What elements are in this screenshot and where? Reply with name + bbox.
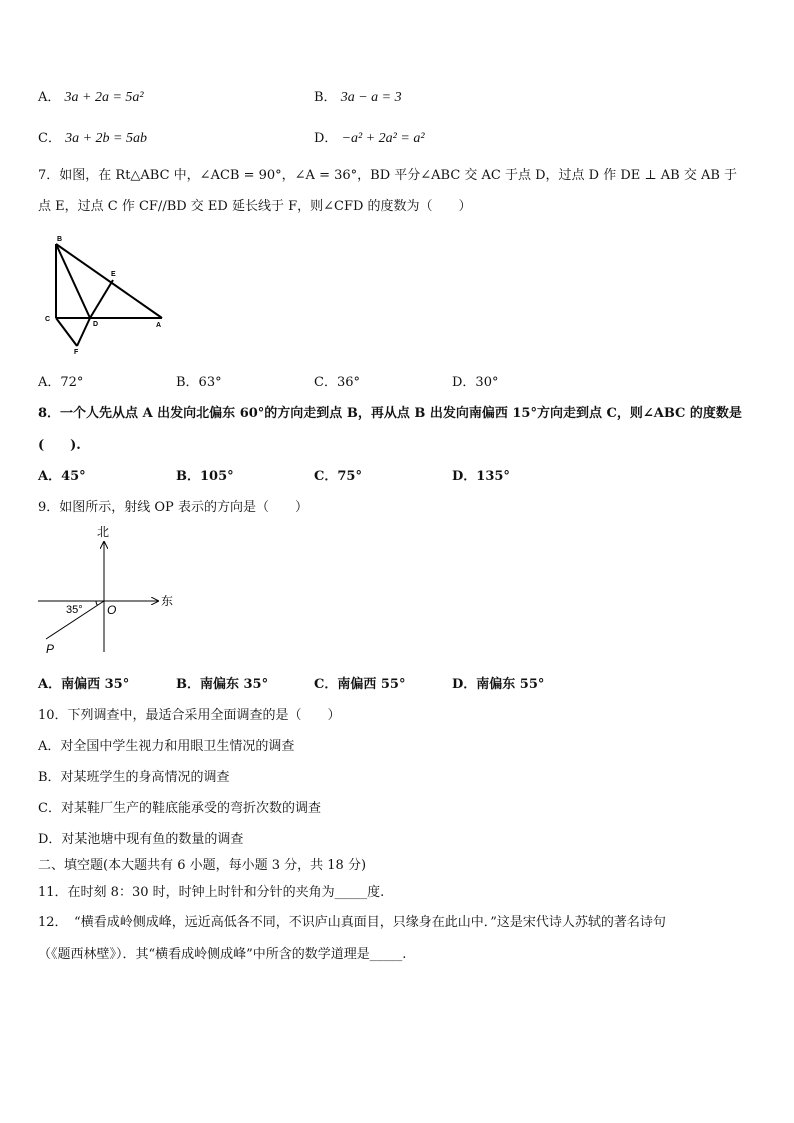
q7-option-d: D．30° — [452, 375, 499, 390]
q11-stem: 11．在时刻 8：30 时，时钟上时针和分针的夹角为_____度. — [38, 885, 385, 900]
section-2-heading: 二、填空题(本大题共有 6 小题，每小题 3 分，共 18 分) — [38, 858, 367, 873]
q7-label-f: F — [74, 349, 79, 356]
q10-stem: 10．下列调查中，最适合采用全面调查的是（ ） — [38, 708, 341, 723]
q7-option-a: A．72° — [38, 375, 84, 390]
q6-option-b-expr: 3a − a = 3 — [340, 90, 402, 105]
q6-option-c — [38, 130, 147, 148]
q12-stem-line2: （《题西林壁》）．其“横看成岭侧成峰”中所含的数学道理是_____. — [38, 947, 407, 962]
q9-north-label: 北 — [97, 525, 110, 539]
q8-option-b: B．105° — [176, 469, 234, 484]
q7-label-a: A — [156, 322, 162, 329]
q6-option-b — [314, 89, 402, 107]
q12-stem-line1: 12． “横看成岭侧成峰，远近高低各不同，不识庐山真面目，只缘身在此山中．”这是宋代诗人苏轼的著名诗句 — [38, 915, 666, 930]
q9-option-d: D．南偏东 55° — [452, 677, 545, 692]
q6-option-c-expr: 3a + 2b = 5ab — [65, 131, 147, 146]
q7-stem-line2: 点 E，过点 C 作 CF//BD 交 ED 延长线于 F，则∠CFD 的度数为（ ） — [38, 199, 472, 214]
q8-option-c: C．75° — [314, 469, 362, 484]
q6-option-d — [314, 130, 425, 148]
q8-option-d: D．135° — [452, 469, 510, 484]
q9-stem: 9．如图所示，射线 OP 表示的方向是（ ） — [38, 500, 308, 515]
q7-label-d: D — [93, 321, 99, 328]
q9-east-label: 东 — [161, 594, 174, 608]
q6-option-d-expr: −a² + 2a² = a² — [341, 131, 425, 146]
q8-option-a: A．45° — [38, 469, 86, 484]
q10-option-d: D．对某池塘中现有鱼的数量的调查 — [38, 832, 244, 847]
q7-label-e: E — [111, 271, 116, 278]
q6-option-a — [38, 89, 144, 107]
q6-option-d-label: D． — [314, 131, 338, 146]
q10-option-b: B．对某班学生的身高情况的调查 — [38, 770, 230, 785]
q9-angle-label: 35° — [66, 604, 83, 616]
q9-option-c: C．南偏西 55° — [314, 677, 406, 692]
q6-option-a-label: A． — [38, 90, 61, 105]
q9-option-b: B．南偏东 35° — [176, 677, 269, 692]
q7-label-b: B — [57, 236, 63, 243]
q7-label-c: C — [45, 316, 51, 323]
q10-option-c: C．对某鞋厂生产的鞋底能承受的弯折次数的调查 — [38, 801, 321, 816]
q9-direction-figure — [34, 522, 184, 658]
q8-stem-line2: ( ). — [38, 438, 81, 453]
q6-option-b-label: B． — [314, 90, 337, 105]
q7-triangle-figure — [40, 228, 180, 358]
q6-option-c-label: C． — [38, 131, 61, 146]
q9-option-a: A．南偏西 35° — [38, 677, 130, 692]
q7-stem-line1: 7．如图，在 Rt△ABC 中，∠ACB = 90°，∠A = 36°，BD 平分∠ABC 交 AC 于点 D，过点 D 作 DE ⊥ AB 交 AB 于 — [38, 168, 738, 183]
q9-p-label: P — [46, 642, 55, 656]
q7-option-c: C．36° — [314, 375, 360, 390]
q10-option-a: A．对全国中学生视力和用眼卫生情况的调查 — [38, 739, 295, 754]
q8-stem-line1: 8．一个人先从点 A 出发向北偏东 60°的方向走到点 B，再从点 B 出发向南偏西 15°方向走到点 C，则∠ABC 的度数是 — [38, 406, 742, 421]
q7-option-b: B．63° — [176, 375, 222, 390]
q6-option-a-expr: 3a + 2a = 5a² — [64, 90, 144, 105]
q9-origin-label: O — [107, 603, 117, 617]
